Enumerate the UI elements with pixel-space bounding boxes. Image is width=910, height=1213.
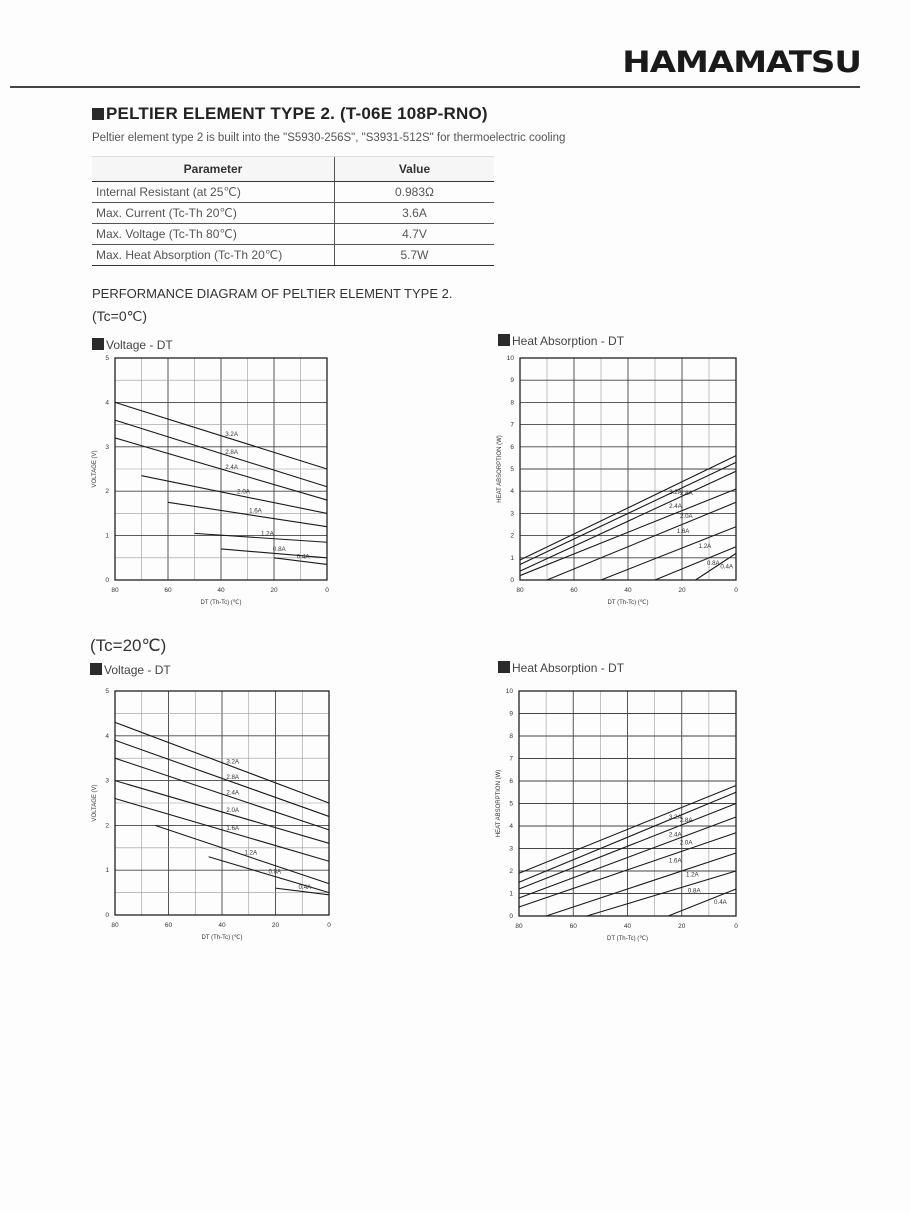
series-label: 2.4A xyxy=(226,789,240,797)
y-tick-label: 0 xyxy=(510,577,514,584)
cell-parameter: Internal Resistant (at 25℃) xyxy=(92,182,335,203)
y-tick-label: 1 xyxy=(105,867,109,875)
series-label: 2.8A xyxy=(679,816,693,824)
y-tick-label: 3 xyxy=(509,845,513,853)
y-tick-label: 3 xyxy=(510,510,514,518)
cell-value: 0.983Ω xyxy=(335,182,495,203)
series-line-2-0A xyxy=(142,476,328,514)
cell-parameter: Max. Heat Absorption (Tc-Th 20℃) xyxy=(92,245,335,266)
series-label: 1.2A xyxy=(244,849,258,857)
series-label: 0.4A xyxy=(714,899,727,907)
series-label: 0.8A xyxy=(272,545,286,553)
header-rule xyxy=(10,86,860,88)
y-axis-label: HEAT ABSORPTION (W) xyxy=(497,435,503,503)
chart-title xyxy=(90,663,171,677)
x-tick-label: 40 xyxy=(217,587,225,594)
y-tick-label: 0 xyxy=(509,913,513,920)
cell-parameter: Max. Current (Tc-Th 20℃) xyxy=(92,203,335,224)
series-label: 2.8A xyxy=(225,448,238,456)
y-tick-label: 2 xyxy=(105,822,109,830)
x-tick-label: 20 xyxy=(270,587,278,594)
x-tick-label: 40 xyxy=(624,587,632,594)
series-label: 2.0A xyxy=(679,512,693,520)
series-label: 2.0A xyxy=(679,839,693,847)
series-label: 2.8A xyxy=(679,489,693,497)
voltage-dt-chart-tc0 xyxy=(80,352,350,612)
x-axis-label: DT (Th-Tc) (℃) xyxy=(201,935,243,941)
cell-value: 5.7W xyxy=(335,245,495,266)
series-label: 2.4A xyxy=(225,464,238,472)
y-axis-label: HEAT ABSORPTION (W) xyxy=(496,769,502,838)
series-label: 3.2A xyxy=(668,814,682,822)
y-tick-label: 8 xyxy=(509,733,513,740)
series-label: 2.0A xyxy=(237,488,250,496)
x-tick-label: 60 xyxy=(164,922,173,929)
chart-title xyxy=(498,661,624,675)
y-axis-label: VOLTAGE (V) xyxy=(92,450,98,488)
diagram-title: PERFORMANCE DIAGRAM OF PELTIER ELEMENT TYPE 2. xyxy=(92,286,453,301)
y-tick-label: 0 xyxy=(105,577,109,584)
square-bullet-icon xyxy=(498,334,510,346)
y-tick-label: 5 xyxy=(509,800,513,808)
y-tick-label: 3 xyxy=(105,443,109,451)
series-label: 2.4A xyxy=(669,503,682,511)
chart-title xyxy=(92,338,173,352)
series-label: 0.8A xyxy=(687,887,701,895)
series-label: 0.4A xyxy=(298,883,312,891)
series-label: 1.2A xyxy=(685,871,699,879)
square-bullet-icon xyxy=(92,108,104,120)
hamamatsu-logo: HAMAMATSU xyxy=(622,45,861,80)
chart-title-text: Heat Absorption - DT xyxy=(512,334,625,348)
series-line-1-2A xyxy=(155,825,329,883)
x-tick-label: 20 xyxy=(678,923,686,930)
page-subtitle: Peltier element type 2 is built into the "S5930-256S", "S3931-512S" for thermoelectric cooling xyxy=(92,132,566,144)
x-tick-label: 0 xyxy=(325,587,329,594)
square-bullet-icon xyxy=(90,663,102,675)
y-tick-label: 9 xyxy=(510,377,514,385)
series-line-1-6A xyxy=(547,502,736,580)
parameter-table xyxy=(92,156,494,266)
x-tick-label: 40 xyxy=(218,922,226,929)
table-row xyxy=(92,245,494,266)
y-tick-label: 0 xyxy=(105,912,109,919)
column-header-value: Value xyxy=(335,157,495,182)
series-label: 2.4A xyxy=(668,831,682,839)
x-tick-label: 60 xyxy=(570,587,578,594)
series-label: 1.6A xyxy=(249,507,262,515)
y-tick-label: 9 xyxy=(509,710,513,718)
x-tick-label: 60 xyxy=(164,587,172,594)
series-label: 0.4A xyxy=(720,563,734,571)
y-tick-label: 5 xyxy=(105,355,109,362)
y-tick-label: 7 xyxy=(509,755,513,763)
y-tick-label: 6 xyxy=(509,778,513,785)
y-tick-label: 1 xyxy=(510,554,514,562)
cell-value: 4.7V xyxy=(335,224,495,245)
series-label: 2.0A xyxy=(226,807,240,815)
column-header-parameter: Parameter xyxy=(92,157,335,182)
cell-value: 3.6A xyxy=(335,203,495,224)
series-label: 1.2A xyxy=(698,542,712,550)
square-bullet-icon xyxy=(498,661,510,673)
series-label: 1.2A xyxy=(261,530,274,538)
chart-title-text: Heat Absorption - DT xyxy=(512,661,625,675)
series-label: 3.2A xyxy=(225,431,238,439)
x-axis-label: DT (Th-Tc) (℃) xyxy=(607,936,648,942)
y-tick-label: 3 xyxy=(105,777,109,785)
y-tick-label: 4 xyxy=(509,823,513,830)
series-label: 0.4A xyxy=(296,553,310,561)
y-tick-label: 6 xyxy=(510,443,514,451)
voltage-dt-chart-tc20 xyxy=(80,685,350,945)
series-line-1-2A xyxy=(546,853,736,916)
cell-parameter: Max. Voltage (Tc-Th 80℃) xyxy=(92,224,335,245)
x-tick-label: 0 xyxy=(734,587,738,594)
y-axis-label: VOLTAGE (V) xyxy=(92,784,98,822)
square-bullet-icon xyxy=(92,338,104,350)
heat-absorption-dt-chart-tc20 xyxy=(488,685,758,950)
y-tick-label: 5 xyxy=(510,466,514,473)
x-tick-label: 40 xyxy=(623,923,632,930)
x-tick-label: 80 xyxy=(111,587,119,594)
table-row xyxy=(92,203,494,224)
y-tick-label: 1 xyxy=(105,532,109,540)
condition-label-tc0: (Tc=0℃) xyxy=(92,308,148,324)
y-tick-label: 4 xyxy=(105,732,109,740)
x-tick-label: 0 xyxy=(327,922,331,929)
x-tick-label: 60 xyxy=(569,923,577,930)
y-tick-label: 1 xyxy=(509,890,513,898)
table-header-row xyxy=(92,157,494,182)
chart-title xyxy=(498,334,624,348)
condition-label-tc20: (Tc=20℃) xyxy=(90,636,167,655)
y-tick-label: 4 xyxy=(510,488,514,496)
x-axis-label: DT (Th-Tc) (℃) xyxy=(607,600,649,606)
chart-title-text: Voltage - DT xyxy=(106,338,173,352)
y-tick-label: 8 xyxy=(510,399,514,407)
page-title xyxy=(92,104,488,124)
y-tick-label: 5 xyxy=(105,688,109,695)
page-title-text: PELTIER ELEMENT TYPE 2. (T-06E 108P-RNO) xyxy=(106,104,488,123)
x-axis-label: DT (Th-Tc) (℃) xyxy=(200,600,242,606)
x-tick-label: 20 xyxy=(271,922,280,929)
y-tick-label: 4 xyxy=(105,399,109,407)
x-tick-label: 80 xyxy=(111,922,119,929)
series-label: 1.6A xyxy=(676,528,690,536)
table-row xyxy=(92,224,494,245)
heat-absorption-dt-chart-tc0 xyxy=(488,352,758,612)
series-label: 3.2A xyxy=(226,758,240,766)
series-label: 3.2A xyxy=(669,488,682,496)
chart-title-text: Voltage - DT xyxy=(104,663,171,677)
x-tick-label: 80 xyxy=(516,587,524,594)
x-tick-label: 0 xyxy=(734,923,738,930)
series-label: 1.6A xyxy=(226,825,240,833)
series-label: 1.6A xyxy=(668,857,682,865)
y-tick-label: 10 xyxy=(506,355,514,362)
y-tick-label: 2 xyxy=(510,532,514,540)
x-tick-label: 20 xyxy=(678,587,686,594)
series-label: 0.8A xyxy=(706,560,720,568)
series-label: 0.8A xyxy=(268,868,282,876)
y-tick-label: 10 xyxy=(505,688,513,695)
table-row xyxy=(92,182,494,203)
series-label: 2.8A xyxy=(226,774,240,782)
y-tick-label: 2 xyxy=(509,868,513,875)
x-tick-label: 80 xyxy=(515,923,523,930)
y-tick-label: 2 xyxy=(105,488,109,496)
y-tick-label: 7 xyxy=(510,421,514,429)
